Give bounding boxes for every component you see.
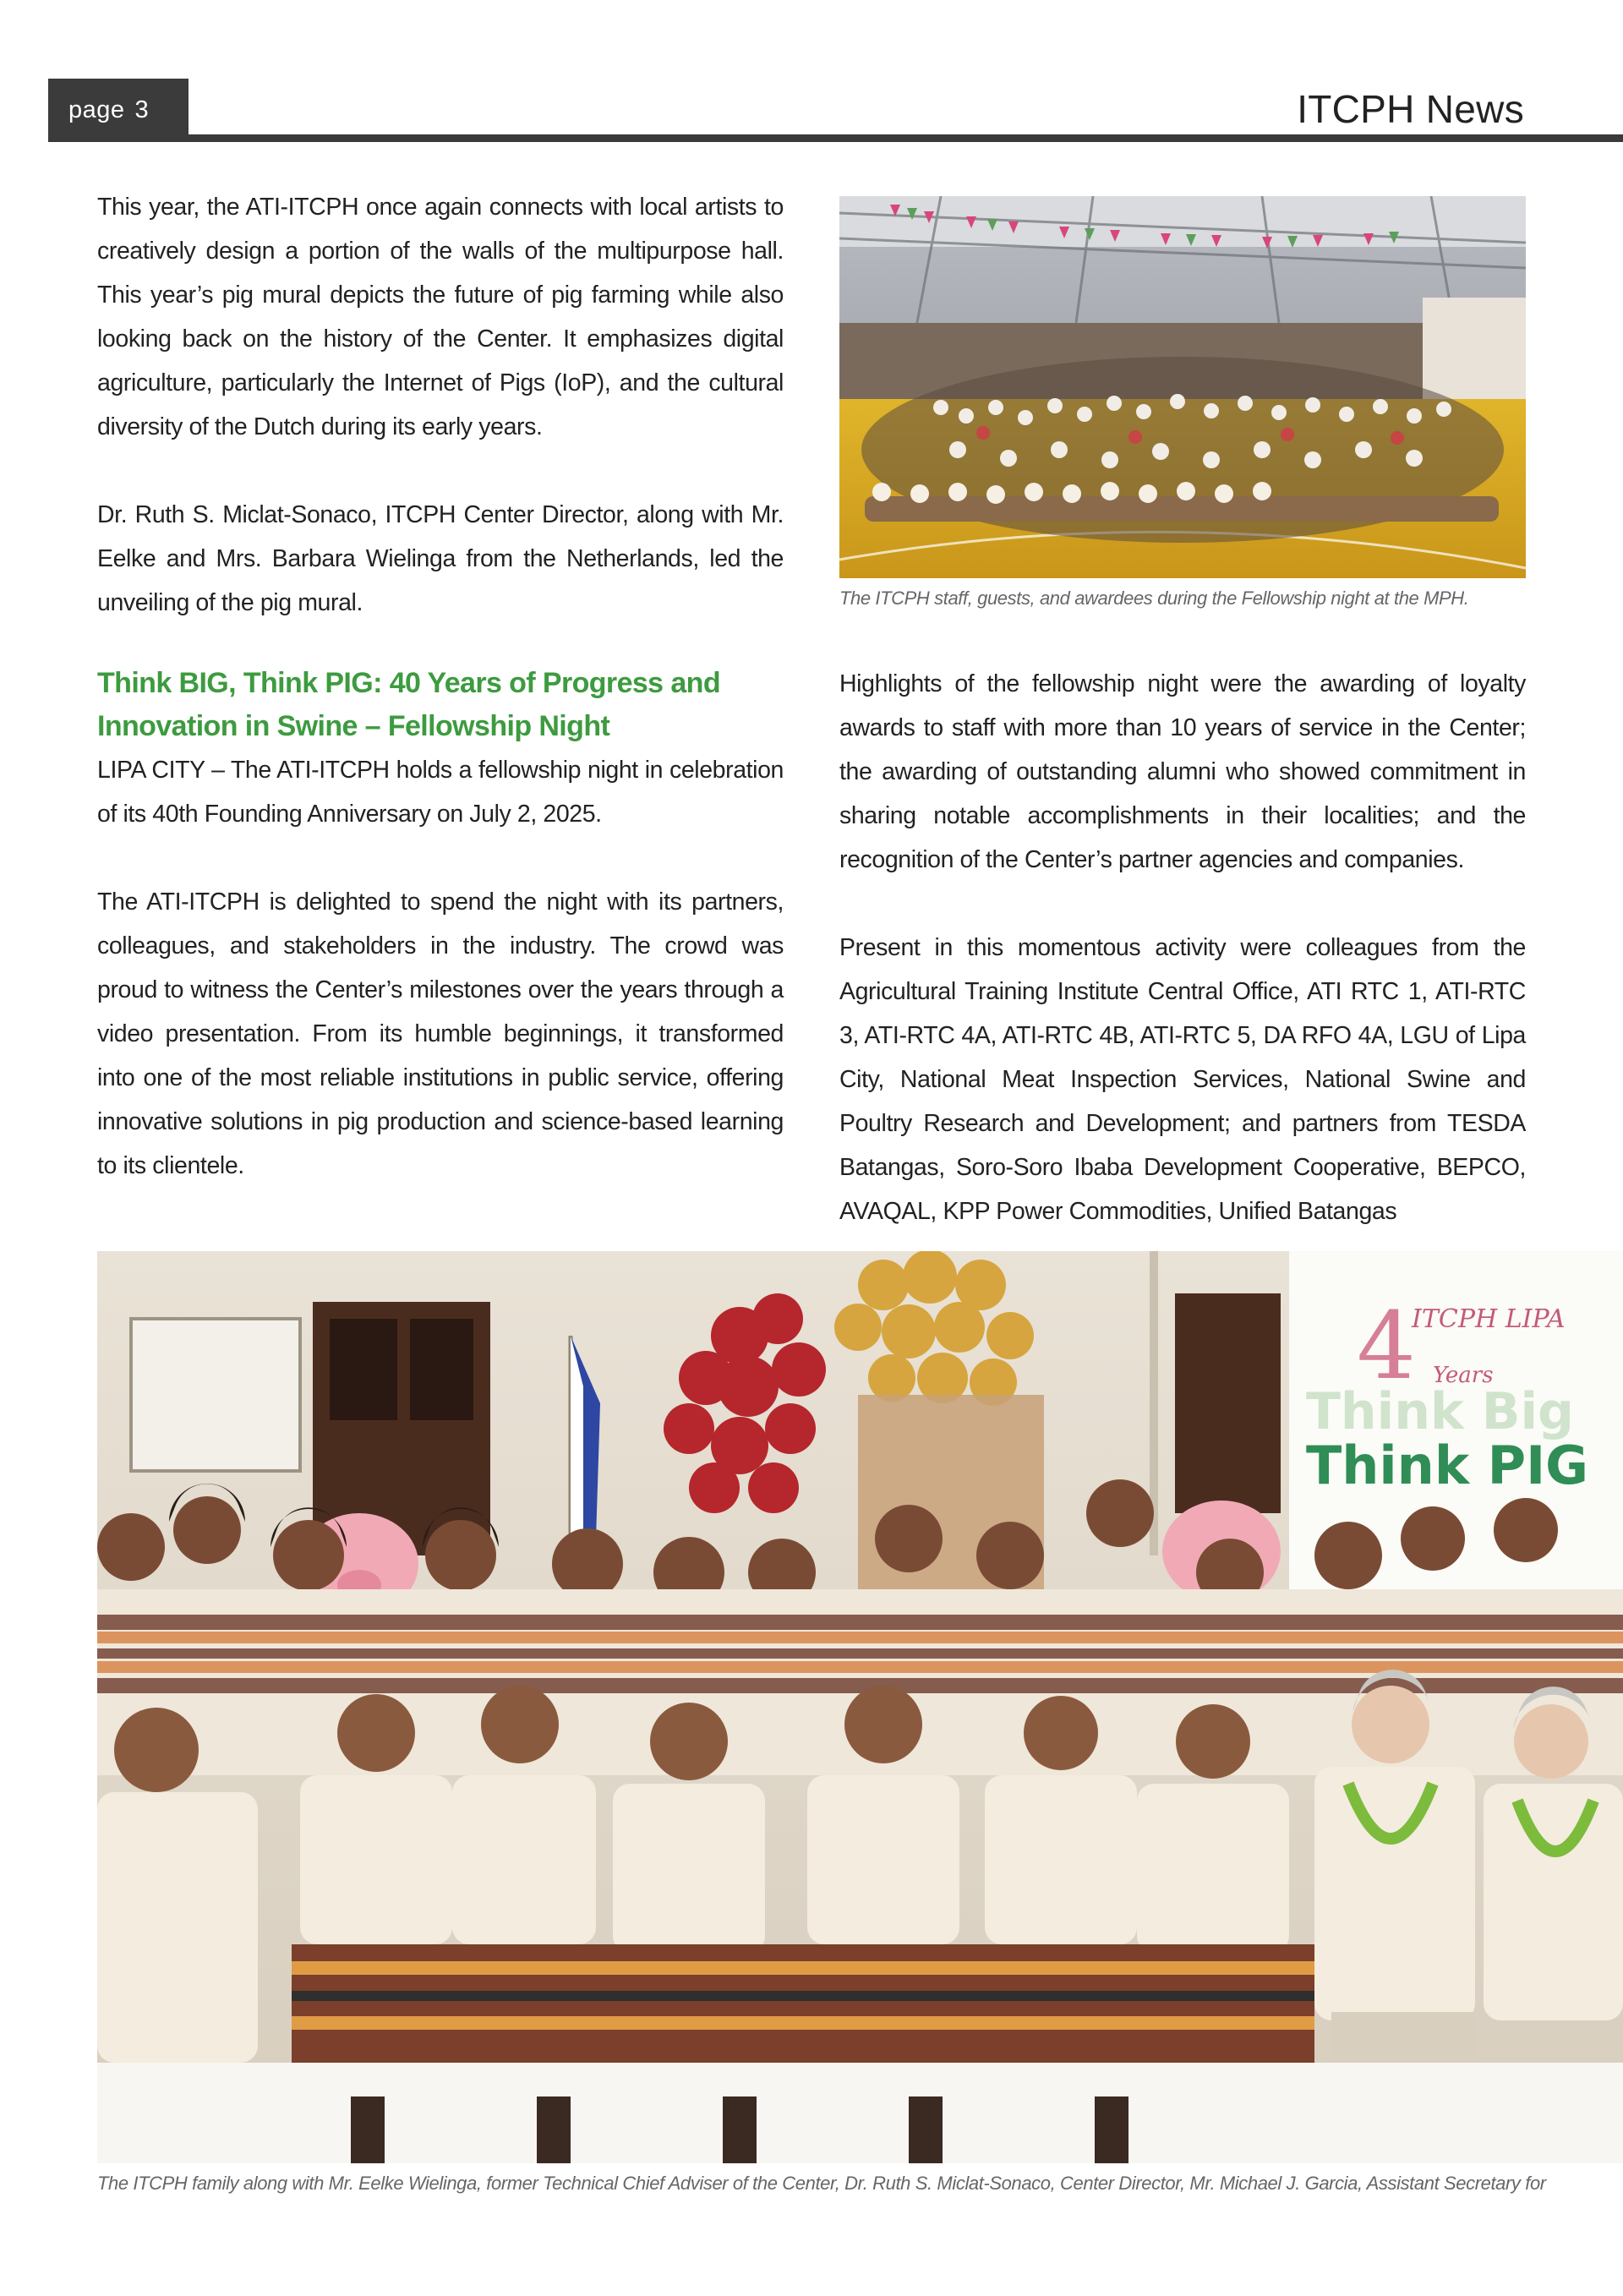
fellowship-crowd-photo: [839, 196, 1526, 578]
intro-paragraph-1: This year, the ATI-ITCPH once again connects with local artists to creatively design a portion of the walls of the multipurpose hall. This year’s pig mural depicts the future of pig farming while also looking back on the history of the Center. It emphasizes digital agriculture, particularly the Internet of Pigs (IoP), and the cultural diversity of the Dutch during its early years.: [97, 194, 784, 440]
banner-think-big: Think Big: [1306, 1382, 1574, 1441]
group-photo-caption: The ITCPH family along with Mr. Eelke Wielinga, former Technical Chief Adviser of the Center, Dr. Ruth S. Miclat-Sonaco, Center Director, Mr. Michael J. Garcia, Assistant Secretary for: [97, 2173, 1546, 2194]
group-photo-illustration: [97, 1251, 1623, 2163]
publication-title: ITCPH News: [1297, 87, 1524, 131]
attendees-paragraph: Present in this momentous activity were colleagues from the Agricultural Training Institute Central Office, ATI RTC 1, ATI-RTC 3, ATI-RTC 4A, ATI-RTC 4B, ATI-RTC 5, DA RFO 4A, LGU of Lipa City, National Meat Inspection Services, National Swine and Poultry Research and Development; and partners from TESDA Batangas, Soro-Soro Ibaba Development Cooperative, BEPCO, AVAQAL, KPP Power Commodities, Unified Batangas: [839, 934, 1526, 1225]
article-paragraph-1: LIPA CITY – The ATI-ITCPH holds a fellowship night in celebration of its 40th Founding Anniversary on July 2, 2025.: [97, 757, 784, 828]
crowd-photo-caption: The ITCPH staff, guests, and awardees during the Fellowship night at the MPH.: [839, 588, 1469, 609]
crowd-photo-illustration: [839, 196, 1526, 578]
logo-text: ITCPH LIPA: [1412, 1304, 1566, 1334]
header-rule: [48, 134, 1623, 142]
article-column: [97, 662, 784, 1188]
right-text-column: [839, 662, 1526, 1233]
article-headline: Think BIG, Think PIG: 40 Years of Progress and Innovation in Swine – Fellowship Night: [97, 667, 720, 742]
article-paragraph-2: The ATI-ITCPH is delighted to spend the night with its partners, colleagues, and stakeholders in the industry. The crowd was proud to witness the Center’s milestones over the years through a video presentation. From its humble beginnings, it transformed into one of the most reliable institutions in public service, offering innovative solutions in pig production and science-based learning to its clientele.: [97, 888, 784, 1179]
intro-paragraph-2: Dr. Ruth S. Miclat-Sonaco, ITCPH Center Director, along with Mr. Eelke and Mrs. Barbara Wielinga from the Netherlands, led the unveiling of the pig mural.: [97, 501, 784, 616]
highlights-paragraph: Highlights of the fellowship night were the awarding of loyalty awards to staff with more than 10 years of service in the Center; the awarding of outstanding alumni who showed commitment in sharing notable accomplishments in their localities; and the recognition of the Center’s partner agencies and companies.: [839, 670, 1526, 873]
page-number: 3: [134, 96, 150, 123]
page-number-tab: [48, 79, 189, 141]
banner-think-pig: Think PIG: [1306, 1435, 1589, 1496]
logo-years: Years: [1433, 1363, 1494, 1388]
left-intro-column: [97, 185, 784, 625]
group-photo: [97, 1251, 1623, 2163]
page-label: page: [68, 96, 125, 123]
logo-number: 4: [1357, 1292, 1416, 1400]
